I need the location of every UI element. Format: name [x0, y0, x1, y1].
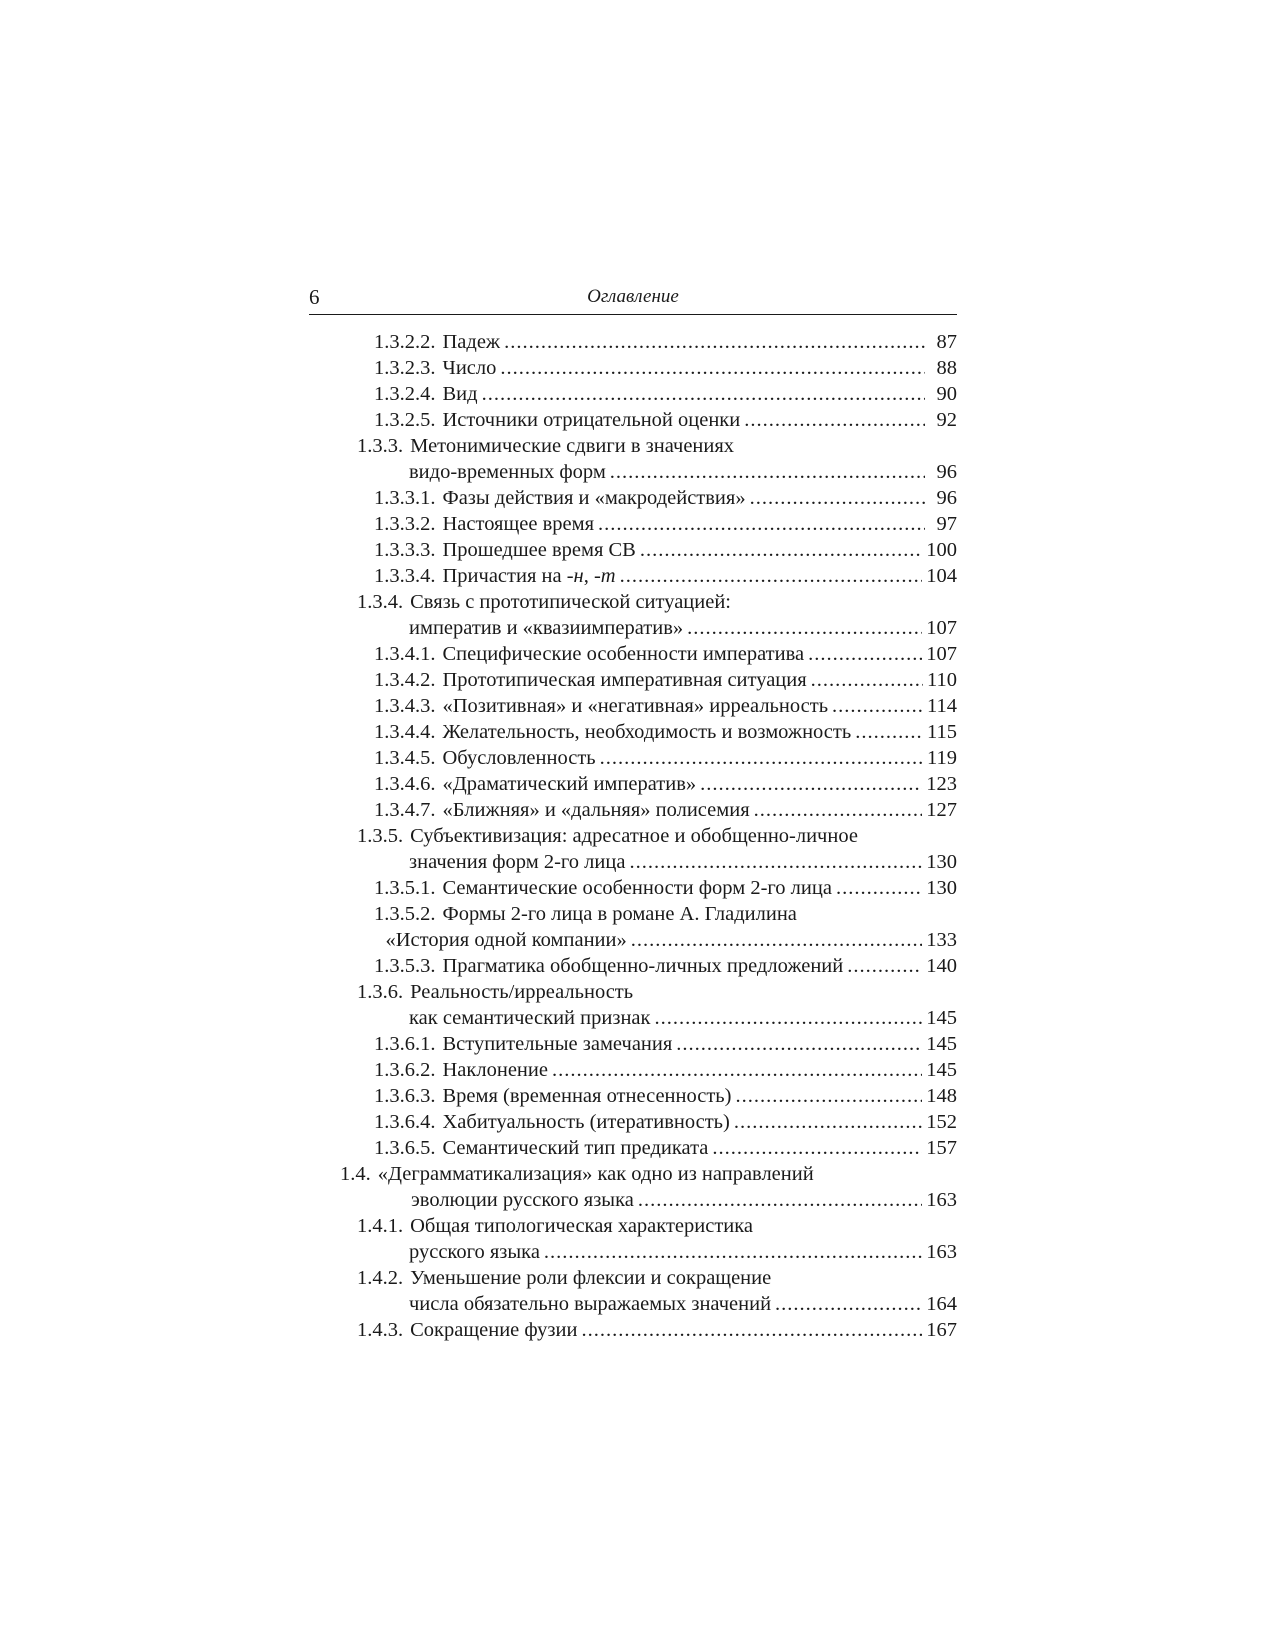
- dot-leader: [544, 1239, 922, 1265]
- toc-entry[interactable]: [309, 771, 957, 797]
- toc-entry[interactable]: [309, 693, 957, 719]
- entry-page: 164: [926, 1293, 957, 1315]
- dot-leader: [620, 563, 923, 589]
- toc-entry[interactable]: [309, 797, 957, 823]
- entry-number: 1.3.2.3.: [374, 357, 436, 379]
- entry-number: 1.3.5.3.: [374, 955, 436, 977]
- entry-title: Вступительные замечания: [442, 1033, 673, 1055]
- entry-number: 1.3.3.4.: [374, 565, 436, 587]
- running-head: [309, 284, 957, 315]
- toc-entry[interactable]: [309, 979, 957, 1031]
- dot-leader: [638, 1187, 922, 1213]
- entry-number: 1.3.5.2.: [374, 903, 436, 925]
- dot-leader: [610, 459, 925, 485]
- entry-title: Источники отрицательной оценки: [442, 409, 741, 431]
- entry-page: 96: [936, 487, 957, 509]
- entry-title: Прошедшее время СВ: [442, 539, 636, 561]
- entry-page: 148: [926, 1085, 957, 1107]
- dot-leader: [687, 615, 922, 641]
- suffix-n: -н: [566, 565, 584, 587]
- entry-title: «Позитивная» и «негативная» ирреальность: [442, 695, 829, 717]
- entry-title: Число: [442, 357, 497, 379]
- entry-page: 119: [927, 747, 957, 769]
- entry-title-continued: «История одной компании»: [385, 929, 627, 951]
- entry-page: 133: [926, 929, 957, 951]
- dot-leader: [836, 875, 922, 901]
- dot-leader: [855, 719, 923, 745]
- dot-leader: [598, 511, 925, 537]
- entry-title: «Деграмматикализация» как одно из направлений: [377, 1163, 814, 1185]
- entry-title: Хабитуальность (итеративность): [442, 1111, 730, 1133]
- entry-title: Прагматика обобщенно-личных предложений: [442, 955, 844, 977]
- toc-entry[interactable]: [309, 1265, 957, 1317]
- dot-leader: [504, 329, 925, 355]
- entry-page: 97: [936, 513, 957, 535]
- toc-entry[interactable]: [309, 1057, 957, 1083]
- entry-page: 127: [926, 799, 957, 821]
- entry-page: 114: [927, 695, 957, 717]
- dot-leader: [811, 667, 923, 693]
- entry-number: 1.3.4.3.: [374, 695, 436, 717]
- suffix-t: -т: [593, 565, 616, 587]
- entry-title: Желательность, необходимость и возможность: [442, 721, 852, 743]
- toc-entry[interactable]: [309, 1083, 957, 1109]
- entry-number: 1.3.6.3.: [374, 1085, 436, 1107]
- entry-page: 123: [926, 773, 957, 795]
- entry-title: Семантические особенности форм 2-го лица: [442, 877, 832, 899]
- entry-title: Время (временная отнесенность): [442, 1085, 732, 1107]
- page-number: 6: [309, 285, 320, 309]
- entry-number: 1.3.6.5.: [374, 1137, 436, 1159]
- entry-title: «Драматический императив»: [442, 773, 697, 795]
- entry-title: Наклонение: [442, 1059, 548, 1081]
- entry-number: 1.3.4.4.: [374, 721, 436, 743]
- entry-title: Причастия на: [442, 565, 562, 587]
- entry-title: Общая типологическая характеристика: [410, 1215, 754, 1237]
- toc-entry[interactable]: [309, 745, 957, 771]
- dot-leader: [600, 745, 923, 771]
- entry-number: 1.3.6.1.: [374, 1033, 436, 1055]
- entry-page: 163: [926, 1189, 957, 1211]
- entry-title: Семантический тип предиката: [442, 1137, 709, 1159]
- toc-entry[interactable]: [309, 1213, 957, 1265]
- dot-leader: [581, 1317, 922, 1343]
- toc-entry[interactable]: [309, 1161, 957, 1213]
- entry-page: 145: [926, 1059, 957, 1081]
- toc-entry[interactable]: [309, 407, 957, 433]
- entry-title-continued: императив и «квазиимператив»: [409, 617, 684, 639]
- entry-number: 1.3.6.2.: [374, 1059, 436, 1081]
- entry-number: 1.4.: [340, 1163, 371, 1185]
- entry-number: 1.3.4.5.: [374, 747, 436, 769]
- toc-entry[interactable]: [309, 1031, 957, 1057]
- entry-number: 1.3.2.4.: [374, 383, 436, 405]
- entry-title: Прототипическая императивная ситуация: [442, 669, 807, 691]
- toc-entry[interactable]: [309, 511, 957, 537]
- entry-number: 1.3.6.4.: [374, 1111, 436, 1133]
- entry-page: 152: [926, 1111, 957, 1133]
- entry-page: 130: [926, 877, 957, 899]
- entry-number: 1.3.6.: [357, 981, 404, 1003]
- entry-number: 1.3.2.5.: [374, 409, 436, 431]
- entry-page: 163: [926, 1241, 957, 1263]
- toc-entry[interactable]: [309, 485, 957, 511]
- entry-number: 1.3.3.: [357, 435, 404, 457]
- toc-entry[interactable]: [309, 641, 957, 667]
- entry-page: 110: [927, 669, 957, 691]
- entry-page: 96: [936, 461, 957, 483]
- toc-entry[interactable]: [309, 381, 957, 407]
- entry-title: Падеж: [442, 331, 501, 353]
- toc-entry[interactable]: [309, 1109, 957, 1135]
- entry-title: Фазы действия и «макродействия»: [442, 487, 746, 509]
- toc-entry[interactable]: [309, 1135, 957, 1161]
- toc-entry[interactable]: [309, 1317, 957, 1343]
- toc-entry[interactable]: [309, 823, 957, 875]
- entry-page: 145: [926, 1033, 957, 1055]
- dot-leader: [754, 797, 923, 823]
- entry-title: Реальность/ирреальность: [410, 981, 634, 1003]
- dot-leader: [552, 1057, 922, 1083]
- toc-entry[interactable]: [309, 719, 957, 745]
- entry-page: 115: [927, 721, 957, 743]
- entry-title: Формы 2-го лица в романе А. Гладилина: [442, 903, 797, 925]
- entry-number: 1.4.1.: [357, 1215, 404, 1237]
- entry-number: 1.3.4.2.: [374, 669, 436, 691]
- suffix-separator: ,: [583, 565, 594, 587]
- toc-entry[interactable]: [309, 589, 957, 641]
- entry-number: 1.3.5.: [357, 825, 404, 847]
- entry-page: 90: [936, 383, 957, 405]
- entry-page: 100: [926, 539, 957, 561]
- entry-title: Настоящее время: [442, 513, 595, 535]
- entry-title-continued: значения форм 2-го лица: [409, 851, 626, 873]
- dot-leader: [847, 953, 922, 979]
- entry-title: Уменьшение роли флексии и сокращение: [410, 1267, 772, 1289]
- dot-leader: [640, 537, 922, 563]
- dot-leader: [734, 1109, 922, 1135]
- entry-number: 1.4.3.: [357, 1319, 404, 1341]
- dot-leader: [744, 407, 925, 433]
- dot-leader: [631, 927, 923, 953]
- entry-title-continued: как семантический признак: [409, 1007, 651, 1029]
- entry-page: 145: [926, 1007, 957, 1029]
- entry-page: 140: [926, 955, 957, 977]
- entry-page: 87: [936, 331, 957, 353]
- entry-number: 1.3.4.6.: [374, 773, 436, 795]
- toc-page: [309, 284, 957, 1343]
- dot-leader: [629, 849, 922, 875]
- entry-title: Сокращение фузии: [410, 1319, 578, 1341]
- entry-page: 107: [926, 643, 957, 665]
- entry-number: 1.3.4.1.: [374, 643, 436, 665]
- dot-leader: [712, 1135, 922, 1161]
- entry-title: Субъективизация: адресатное и обобщенно-личное: [410, 825, 858, 847]
- dot-leader: [832, 693, 923, 719]
- dot-leader: [676, 1031, 922, 1057]
- entry-title: Обусловленность: [442, 747, 596, 769]
- table-of-contents: [309, 329, 957, 1343]
- entry-number: 1.4.2.: [357, 1267, 404, 1289]
- entry-page: 167: [926, 1319, 957, 1341]
- toc-entry[interactable]: [309, 901, 957, 953]
- entry-title: Метонимические сдвиги в значениях: [410, 435, 735, 457]
- entry-page: 130: [926, 851, 957, 873]
- entry-title-continued: числа обязательно выражаемых значений: [409, 1293, 772, 1315]
- toc-entry[interactable]: [309, 667, 957, 693]
- entry-page: 88: [936, 357, 957, 379]
- entry-title-continued: эволюции русского языка: [411, 1189, 634, 1211]
- entry-title: «Ближняя» и «дальняя» полисемия: [442, 799, 750, 821]
- entry-page: 107: [926, 617, 957, 639]
- entry-number: 1.3.3.2.: [374, 513, 436, 535]
- entry-number: 1.3.3.1.: [374, 487, 436, 509]
- entry-page: 92: [936, 409, 957, 431]
- dot-leader: [482, 381, 925, 407]
- dot-leader: [808, 641, 922, 667]
- dot-leader: [735, 1083, 922, 1109]
- entry-title: Связь с прототипической ситуацией:: [410, 591, 731, 613]
- toc-entry[interactable]: [309, 433, 957, 485]
- entry-number: 1.3.2.2.: [374, 331, 436, 353]
- entry-title-continued: видо-временных форм: [409, 461, 606, 483]
- dot-leader: [654, 1005, 922, 1031]
- toc-entry[interactable]: [309, 875, 957, 901]
- dot-leader: [775, 1291, 922, 1317]
- entry-title: Специфические особенности императива: [442, 643, 805, 665]
- dot-leader: [700, 771, 922, 797]
- entry-number: 1.3.5.1.: [374, 877, 436, 899]
- toc-entry[interactable]: [309, 537, 957, 563]
- toc-entry[interactable]: [309, 355, 957, 381]
- toc-entry[interactable]: [309, 329, 957, 355]
- entry-number: 1.3.4.7.: [374, 799, 436, 821]
- dot-leader: [500, 355, 925, 381]
- toc-entry[interactable]: [309, 953, 957, 979]
- dot-leader: [750, 485, 925, 511]
- entry-number: 1.3.4.: [357, 591, 404, 613]
- entry-page: 157: [926, 1137, 957, 1159]
- entry-title-continued: русского языка: [409, 1241, 540, 1263]
- entry-number: 1.3.3.3.: [374, 539, 436, 561]
- entry-title: Вид: [442, 383, 478, 405]
- entry-page: 104: [926, 565, 957, 587]
- toc-entry[interactable]: [309, 563, 957, 589]
- running-title: Оглавление: [587, 286, 679, 307]
